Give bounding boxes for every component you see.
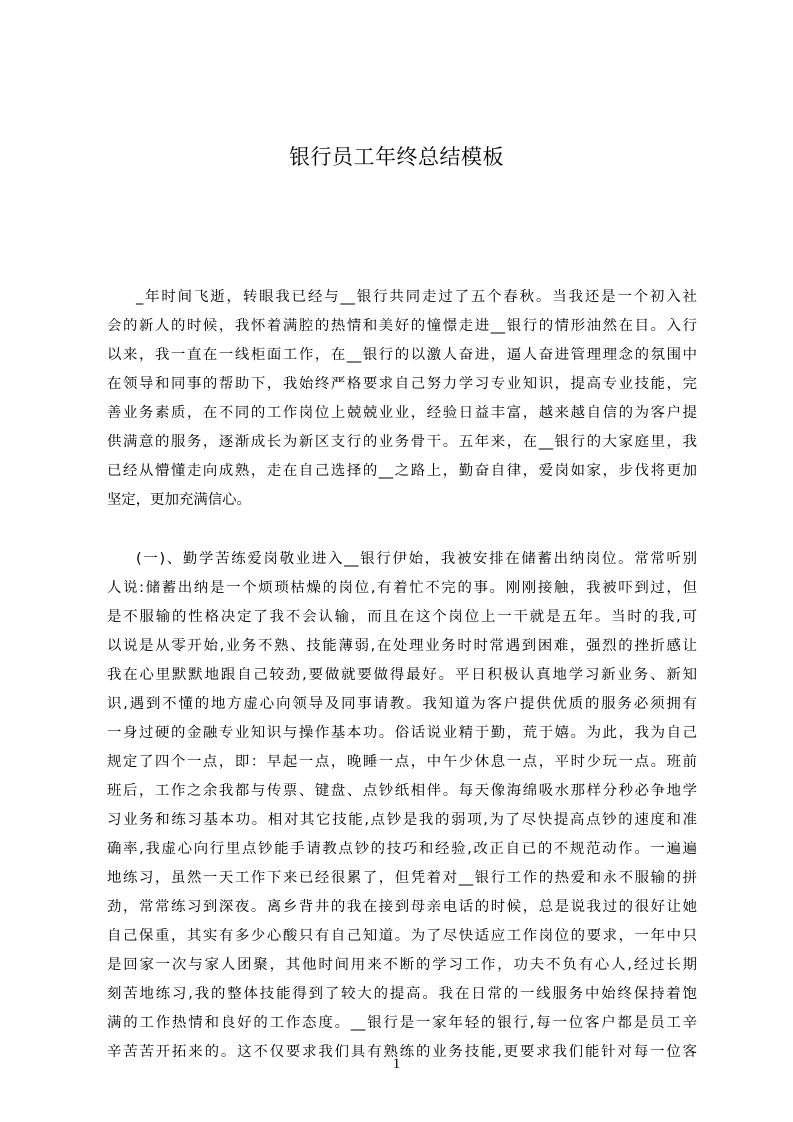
paragraph-spacer [107, 515, 697, 545]
text-line: 刻苦地练习,我的整体技能得到了较大的提高。我在日常的一线服务中始终保持着饱 [107, 986, 697, 1002]
text-line: 规定了四个一点，即：早起一点，晚睡一点，中午少休息一点，平时少玩一点。班前 [107, 754, 697, 770]
text-line: 我在心里默默地跟自己较劲,要做就要做得最好。平日积极认真地学习新业务、新知 [107, 667, 697, 683]
text-line: 已经从懵懂走向成熟，走在自己选择的__之路上，勤奋自律，爱岗如家，步伐将更加 [107, 463, 697, 479]
text-line: 地练习，虽然一天工作下来已经很累了，但凭着对__银行工作的热爱和永不服输的拼 [107, 870, 697, 886]
text-line: 以说是从零开始,业务不熟、技能薄弱,在处理业务时时常遇到困难，强烈的挫折感让 [107, 638, 697, 654]
text-line: (一)、勤学苦练爱岗敬业进入__银行伊始，我被安排在储蓄出纳岗位。常常听别 [136, 551, 697, 567]
text-line: 是不服输的性格决定了我不会认输，而且在这个岗位上一干就是五年。当时的我,可 [107, 609, 697, 625]
text-line: _年时间飞逝，转眼我已经与__银行共同走过了五个春秋。当我还是一个初入社 [136, 289, 697, 305]
text-line: 辛苦苦开拓来的。这不仅要求我们具有熟练的业务技能,更要求我们能针对每一位客 [107, 1044, 697, 1060]
text-line: 劲，常常练习到深夜。离乡背井的我在接到母亲电话的时候，总是说我过的很好让她 [107, 899, 697, 915]
text-line: 班后，工作之余我都与传票、键盘、点钞纸相伴。每天像海绵吸水那样分秒必争地学 [107, 783, 697, 799]
text-line: 满的工作热情和良好的工作态度。__银行是一家年轻的银行,每一位客户都是员工辛 [107, 1015, 697, 1031]
text-line: 善业务素质，在不同的工作岗位上兢兢业业，经验日益丰富，越来越自信的为客户提 [107, 405, 697, 421]
text-line: 一身过硬的金融专业知识与操作基本功。俗话说业精于勤，荒于嬉。为此，我为自己 [107, 725, 697, 741]
text-line: 坚定，更加充满信心。 [107, 492, 251, 508]
text-line: 以来，我一直在一线柜面工作，在__银行的以激人奋进，逼人奋进管理理念的氛围中 [107, 347, 697, 363]
page-number: 1 [392, 1056, 401, 1072]
paragraph-section-one [107, 545, 697, 1067]
text-line: 识,遇到不懂的地方虚心向领导及同事请教。我知道为客户提供优质的服务必须拥有 [107, 696, 697, 712]
text-line: 确率,我虚心向行里点钞能手请教点钞的技巧和经验,改正自已的不规范动作。一遍遍 [107, 841, 697, 857]
text-line: 在领导和同事的帮助下，我始终严格要求自己努力学习专业知识，提高专业技能，完 [107, 376, 697, 392]
text-line: 自己保重，其实有多少心酸只有自己知道。为了尽快适应工作岗位的要求，一年中只 [107, 928, 697, 944]
text-line: 会的新人的时候，我怀着满腔的热情和美好的憧憬走进__银行的情形油然在目。入行 [107, 318, 697, 334]
document-body [107, 283, 697, 1067]
document-title: 银行员工年终总结模板 [289, 145, 504, 169]
text-line: 供满意的服务，逐渐成长为新区支行的业务骨干。五年来，在__银行的大家庭里，我 [107, 434, 697, 450]
text-line: 是回家一次与家人团聚，其他时间用来不断的学习工作，功夫不负有心人,经过长期 [107, 957, 697, 973]
text-line: 人说:储蓄出纳是一个烦琐枯燥的岗位,有着忙不完的事。刚刚接触，我被吓到过，但 [107, 580, 697, 596]
paragraph-intro [107, 283, 697, 515]
text-line: 习业务和练习基本功。相对其它技能,点钞是我的弱项,为了尽快提高点钞的速度和准 [107, 812, 697, 828]
